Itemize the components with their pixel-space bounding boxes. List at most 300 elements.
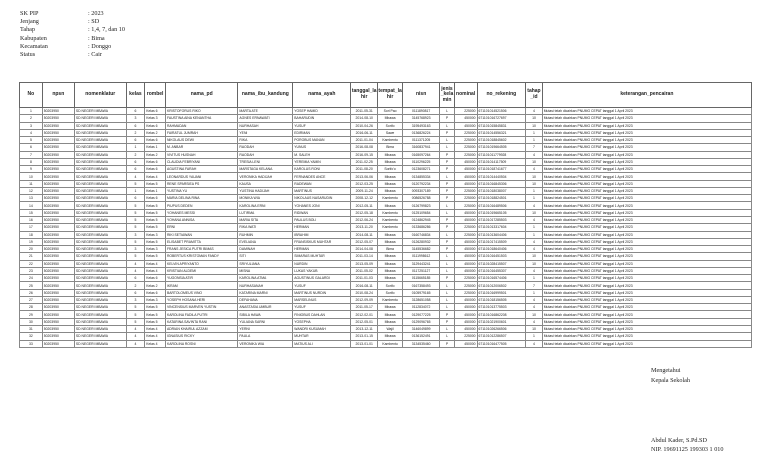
table-cell: 3195493163 xyxy=(403,122,440,129)
table-cell: 6 xyxy=(126,137,145,144)
table-cell: 33 xyxy=(20,340,43,347)
table-cell: 4 xyxy=(526,166,543,173)
table-cell: SD NEGERI MBAWA xyxy=(74,231,126,238)
table-cell: Kelas 5 xyxy=(145,209,166,216)
table-cell: YUSUF xyxy=(293,282,351,289)
table-cell: CLAUDIA FEBRIYANI xyxy=(165,158,237,165)
table-cell: Mutasi telah dicairkan PNUMG CEPAT tanggal 1 April 2023 xyxy=(542,296,751,303)
table-cell: 2011-01-03 xyxy=(351,275,378,282)
table-cell: 1 xyxy=(526,333,543,340)
table-cell: SD NEGERI MBAWA xyxy=(74,216,126,223)
table-cell: RIKA xyxy=(238,137,293,144)
table-cell: 50203950 xyxy=(42,246,74,253)
table-cell: 50203950 xyxy=(42,216,74,223)
table-row xyxy=(20,275,752,282)
table-cell: Mutasi telah dicairkan PNUMG CEPAT tanggal 1 April 2023 xyxy=(542,115,751,122)
table-cell: ERNI xyxy=(165,224,237,231)
table-cell: EVELIANA xyxy=(238,238,293,245)
table-cell: Mbawa xyxy=(378,304,403,311)
table-cell: RAODAH xyxy=(238,144,293,151)
table-cell: 4 xyxy=(526,296,543,303)
table-cell: 450000 xyxy=(454,173,477,180)
table-cell: SD NEGERI MBAWA xyxy=(74,173,126,180)
table-cell: VERONIKA HADIJAH xyxy=(238,173,293,180)
table-cell: 3129443241 xyxy=(403,260,440,267)
table-cell: 10 xyxy=(526,253,543,260)
table-cell: L xyxy=(440,209,454,216)
table-cell: Mutasi telah dicairkan PNUMG CEPAT tanggal 1 April 2023 xyxy=(542,224,751,231)
table-cell: MATIUS ALI xyxy=(293,340,351,347)
table-cell: SD NEGERI MBAWA xyxy=(74,325,126,332)
table-cell: 5 xyxy=(126,311,145,318)
table-cell: Mutasi telah dicairkan PNUMG CEPAT tanggal 1 April 2023 xyxy=(542,166,751,173)
table-cell: 0136152491 xyxy=(403,333,440,340)
table-cell: Kelas 6 xyxy=(145,195,166,202)
table-cell: P xyxy=(440,158,454,165)
table-cell: SD NEGERI MBAWA xyxy=(74,137,126,144)
table-cell: Mutasi telah dicairkan PNUMG CEPAT tanggal 1 April 2023 xyxy=(542,216,751,223)
table-cell: RIKA WATI xyxy=(238,224,293,231)
table-cell: Mutasi telah dicairkan PNUMG CEPAT tanggal 1 April 2023 xyxy=(542,173,751,180)
table-cell: SD NEGERI MBAWA xyxy=(74,108,126,115)
table-cell: 1 xyxy=(526,224,543,231)
header-nama-pd: nama_pd xyxy=(165,83,237,108)
table-cell: DEFAHANA xyxy=(238,296,293,303)
table-cell: Kelas 5 xyxy=(145,216,166,223)
table-cell: 671101016455307 xyxy=(477,267,526,274)
table-cell: 50203950 xyxy=(42,253,74,260)
table-cell: MARTINUS NURDIN xyxy=(293,289,351,296)
table-cell: SD NEGERI MBAWA xyxy=(74,311,126,318)
table-cell: YUSTINA YU xyxy=(165,187,237,194)
table-cell: 5 xyxy=(126,180,145,187)
table-cell: MISNA xyxy=(238,267,293,274)
table-cell: Kelas 5 xyxy=(145,253,166,260)
table-row xyxy=(20,195,752,202)
table-cell: 0105979165 xyxy=(403,289,440,296)
table-cell: Mutasi telah dicairkan PNUMG CEPAT tanggal 1 April 2023 xyxy=(542,238,751,245)
table-cell: VINCENSIUS MARVEN YUSTIN xyxy=(165,304,237,311)
table-cell: 6 xyxy=(126,195,145,202)
table-cell: YUSUF xyxy=(293,304,351,311)
table-cell: 2016-06-11 xyxy=(351,129,378,136)
table-cell: 0086526788 xyxy=(403,195,440,202)
table-cell: 26 xyxy=(20,289,43,296)
table-cell: 50203950 xyxy=(42,195,74,202)
table-cell: Kelas 1 xyxy=(145,144,166,151)
table-cell: 50203950 xyxy=(42,318,74,325)
table-cell: VERONIKA WIA xyxy=(238,340,293,347)
table-cell: 12 xyxy=(20,187,43,194)
table-cell: Sori Pao xyxy=(378,108,403,115)
table-cell: 50203950 xyxy=(42,238,74,245)
table-row xyxy=(20,231,752,238)
table-cell: 3145536682 xyxy=(403,246,440,253)
table-header-row xyxy=(20,83,752,108)
table-cell: LUTIRMA xyxy=(238,209,293,216)
table-cell: 20 xyxy=(20,246,43,253)
table-cell: L xyxy=(440,137,454,144)
table-cell: KATARINA MARNI xyxy=(238,289,293,296)
info-row xyxy=(20,35,125,43)
table-cell: Mutasi telah dicairkan PNUMG CEPAT tanggal 1 April 2023 xyxy=(542,158,751,165)
table-cell: 2 xyxy=(126,282,145,289)
table-cell: NURDIN xyxy=(293,260,351,267)
table-cell: Mbawa xyxy=(378,275,403,282)
table-cell: Mutasi telah dicairkan PNUMG CEPAT tanggal 1 April 2023 xyxy=(542,325,751,332)
table-cell: 225000 xyxy=(454,137,477,144)
table-cell: Mutasi telah dicairkan PNUMG CEPAT tanggal 1 April 2023 xyxy=(542,275,751,282)
info-row xyxy=(20,43,125,51)
table-cell: Kelas 4 xyxy=(145,260,166,267)
table-row xyxy=(20,282,752,289)
table-cell: 450000 xyxy=(454,122,477,129)
table-cell: 450000 xyxy=(454,166,477,173)
table-cell: L xyxy=(440,144,454,151)
table-cell: 0167358493 xyxy=(403,282,440,289)
table-cell: Kambentu xyxy=(378,224,403,231)
table-cell: 5 xyxy=(126,238,145,245)
table-cell: P xyxy=(440,340,454,347)
table-cell: RENE SPARSIEA PS xyxy=(165,180,237,187)
table-cell: Mbawa xyxy=(378,187,403,194)
table-cell: 0115665185 xyxy=(403,275,440,282)
table-cell: 2 xyxy=(20,115,43,122)
table-cell: 0133686286 xyxy=(403,224,440,231)
table-cell: MUHTAR xyxy=(293,333,351,340)
table-cell: MARSELINUS xyxy=(293,296,351,303)
table-row xyxy=(20,158,752,165)
table-cell: 22 xyxy=(20,260,43,267)
table-cell: Kambentu xyxy=(378,209,403,216)
table-cell: KELVIN APRIYANTO xyxy=(165,260,237,267)
table-cell: 225000 xyxy=(454,282,477,289)
info-value: : SD xyxy=(88,18,100,26)
signature-place: Mengetahui xyxy=(651,367,681,374)
table-cell: SIBILA HAWA xyxy=(238,311,293,318)
table-cell: 5 xyxy=(126,202,145,209)
table-cell: 2014-04-08 xyxy=(351,246,378,253)
table-cell: 671101012006502 xyxy=(477,282,526,289)
table-cell: 11 xyxy=(20,180,43,187)
table-cell: YUSTINA HADIJAH xyxy=(238,187,293,194)
table-cell: NURHASAH xyxy=(238,122,293,129)
table-cell: 2012-05-07 xyxy=(351,238,378,245)
table-cell: 2012-05-18 xyxy=(351,209,378,216)
table-cell: 671101016999501 xyxy=(477,289,526,296)
table-cell: YOSEP HAMID xyxy=(293,108,351,115)
table-cell: FAUSTINA AINA KENANTHA xyxy=(165,115,237,122)
table-row xyxy=(20,151,752,158)
table-cell: LUKAS YAKUB xyxy=(293,267,351,274)
table-cell: 50203950 xyxy=(42,325,74,332)
header-npsn: npsn xyxy=(42,83,74,108)
table-cell: NURHASANAH xyxy=(238,282,293,289)
table-cell: Mbawa xyxy=(378,151,403,158)
table-cell: M. SALEH xyxy=(293,151,351,158)
table-cell: Kambentu xyxy=(378,216,403,223)
table-cell: 671101013775503 xyxy=(477,304,526,311)
table-cell: FERNANDES ANCE xyxy=(293,173,351,180)
table-cell: 671101026266506 xyxy=(477,325,526,332)
table-cell: Mutasi telah dicairkan PNUMG CEPAT tanggal 1 April 2023 xyxy=(542,282,751,289)
table-cell: 50203950 xyxy=(42,180,74,187)
table-cell: 225000 xyxy=(454,275,477,282)
table-cell: SITI xyxy=(238,253,293,260)
table-cell: ADRIAN KHAIRUL AZZAM xyxy=(165,325,237,332)
table-cell: Kambentu xyxy=(378,195,403,202)
table-cell: KATARINA SAVINTA RANI xyxy=(165,318,237,325)
table-cell: P xyxy=(440,216,454,223)
table-cell: 4 xyxy=(126,267,145,274)
table-row xyxy=(20,289,752,296)
table-cell: 5 xyxy=(126,224,145,231)
table-cell: Kelas 6 xyxy=(145,275,166,282)
info-value: : Donggo xyxy=(88,42,112,50)
table-cell: 2013-01-15 xyxy=(351,333,378,340)
signature-nip: NIP. 19691125 199303 1 010 xyxy=(651,446,724,453)
header-no: No xyxy=(20,83,43,108)
table-cell: Sorifo xyxy=(378,122,403,129)
table-cell: WANDRI KUSUMAH xyxy=(293,325,351,332)
table-cell: Mbawa xyxy=(378,253,403,260)
table-cell: P xyxy=(440,318,454,325)
table-cell: FAIRATUL JUMRAH xyxy=(165,129,237,136)
table-cell: Bima xyxy=(378,246,403,253)
table-cell: 28 xyxy=(20,304,43,311)
table-row xyxy=(20,122,752,129)
table-cell: 4 xyxy=(126,260,145,267)
table-cell: Mbawa xyxy=(378,173,403,180)
table-cell: 3145768923 xyxy=(403,115,440,122)
table-cell: 0093307189 xyxy=(403,187,440,194)
table-cell: 16 xyxy=(20,216,43,223)
table-cell: 50203950 xyxy=(42,122,74,129)
table-cell: KAROLUS RONI xyxy=(293,166,351,173)
table-cell: Kelas 6 xyxy=(145,166,166,173)
table-cell: 6 xyxy=(126,158,145,165)
header-tanggal-lahir: tanggal_lahir xyxy=(351,83,378,108)
table-cell: RAHMADAN xyxy=(165,122,237,129)
table-cell: 50203950 xyxy=(42,231,74,238)
table-cell: Kelas 4 xyxy=(145,325,166,332)
table-cell: SD NEGERI MBAWA xyxy=(74,224,126,231)
table-cell: Kelas 2 xyxy=(145,129,166,136)
table-cell: 0110296225 xyxy=(403,158,440,165)
table-cell: 3 xyxy=(126,246,145,253)
table-cell: 7 xyxy=(20,151,43,158)
table-cell: Mbawa xyxy=(378,180,403,187)
table-cell: Mutasi telah dicairkan PNUMG CEPAT tanggal 1 April 2023 xyxy=(542,195,751,202)
table-row xyxy=(20,180,752,187)
table-cell: 225000 xyxy=(454,195,477,202)
table-cell: 0136826224 xyxy=(403,129,440,136)
recipient-table xyxy=(19,82,752,348)
table-cell: SD NEGERI MBAWA xyxy=(74,187,126,194)
table-cell: SD NEGERI MBAWA xyxy=(74,144,126,151)
table-cell: Mutasi telah dicairkan PNUMG CEPAT tanggal 1 April 2023 xyxy=(542,267,751,274)
table-cell: 671101013604406 xyxy=(477,231,526,238)
table-cell: 2008-12-12 xyxy=(351,195,378,202)
table-cell: SIMARAS MUHTAR xyxy=(293,253,351,260)
table-cell: Kelas 1 xyxy=(145,187,166,194)
table-cell: Kelas 2 xyxy=(145,151,166,158)
table-cell: 4 xyxy=(526,318,543,325)
table-cell: IKRAM xyxy=(165,282,237,289)
table-cell: YOHANES JONI xyxy=(293,202,351,209)
table-cell: 1 xyxy=(526,187,543,194)
table-cell: 0126280932 xyxy=(403,238,440,245)
table-cell: 225000 xyxy=(454,231,477,238)
table-cell: 450000 xyxy=(454,267,477,274)
header-kelas: kelas xyxy=(126,83,145,108)
table-cell: MARTINUS xyxy=(293,187,351,194)
table-cell: 19 xyxy=(20,238,43,245)
table-cell: 27 xyxy=(20,296,43,303)
table-cell: 8 xyxy=(20,158,43,165)
table-cell: Sorifo'o xyxy=(378,166,403,173)
info-label: Kecamatan xyxy=(20,42,48,50)
table-cell: 4 xyxy=(126,340,145,347)
info-label: SK PIP xyxy=(20,10,39,17)
table-cell: 10 xyxy=(526,180,543,187)
table-cell: Kambentu xyxy=(378,137,403,144)
table-cell: 3146049899 xyxy=(403,325,440,332)
table-cell: YUSUF xyxy=(293,122,351,129)
table-row xyxy=(20,216,752,223)
table-row xyxy=(20,166,752,173)
table-cell: 450000 xyxy=(454,304,477,311)
table-cell: Mbawa xyxy=(378,311,403,318)
table-cell: 50203950 xyxy=(42,129,74,136)
table-cell: 2010-04-26 xyxy=(351,122,378,129)
table-cell: MARIA DELINA RINA xyxy=(165,195,237,202)
table-cell: 3128651058 xyxy=(403,296,440,303)
table-cell: 671101017285503 xyxy=(477,216,526,223)
table-cell: Mbawa xyxy=(378,231,403,238)
table-cell: 450000 xyxy=(454,260,477,267)
table-cell: 23 xyxy=(20,267,43,274)
table-cell: Mbawa xyxy=(378,115,403,122)
info-row xyxy=(20,18,125,26)
table-cell: FINIOBUS DAHLAN xyxy=(293,311,351,318)
table-cell: 0111890817 xyxy=(403,108,440,115)
table-cell: 671101016489506 xyxy=(477,202,526,209)
table-cell: 50203950 xyxy=(42,224,74,231)
table-cell: SD NEGERI MBAWA xyxy=(74,209,126,216)
table-cell: SD NEGERI MBAWA xyxy=(74,166,126,173)
table-cell: 1 xyxy=(126,187,145,194)
table-cell: TRESIA LENI xyxy=(238,158,293,165)
table-cell: 10 xyxy=(526,325,543,332)
table-cell: 4 xyxy=(526,108,543,115)
table-cell: 4 xyxy=(526,202,543,209)
table-cell: 1 xyxy=(526,137,543,144)
table-cell: 9 xyxy=(20,166,43,173)
table-cell: 0111371205 xyxy=(403,137,440,144)
table-cell: 2016-08-11 xyxy=(351,282,378,289)
table-cell: YEREMIA YAMIN xyxy=(293,158,351,165)
header-tahap-id: tahap_id xyxy=(526,83,543,108)
table-cell: Mutasi telah dicairkan PNUMG CEPAT tanggal 1 April 2023 xyxy=(542,151,751,158)
table-cell: 450000 xyxy=(454,253,477,260)
table-cell: 450000 xyxy=(454,296,477,303)
table-cell: SD NEGERI MBAWA xyxy=(74,129,126,136)
table-cell: P xyxy=(440,115,454,122)
table-cell: Mbawa xyxy=(378,238,403,245)
table-cell: L xyxy=(440,253,454,260)
table-cell: 21 xyxy=(20,253,43,260)
table-cell: SD NEGERI MBAWA xyxy=(74,253,126,260)
table-row xyxy=(20,304,752,311)
header-keterangan: keterangan_pencairan xyxy=(542,83,751,108)
table-cell: L xyxy=(440,296,454,303)
table-cell: P xyxy=(440,151,454,158)
table-cell: KAROLINA ERNI xyxy=(238,202,293,209)
table-cell: 0117251127 xyxy=(403,267,440,274)
table-cell: MARIA SITA xyxy=(238,216,293,223)
signature-name: Abdul Kader, S.Pd.SD xyxy=(651,437,707,444)
header-nominal: nominal xyxy=(454,83,477,108)
table-cell: AGUSTINUS GALARDI xyxy=(293,275,351,282)
table-cell: Kelas 4 xyxy=(145,173,166,180)
table-cell: Mbawa xyxy=(378,267,403,274)
table-cell: KAUSA xyxy=(238,180,293,187)
table-cell: Kelas 5 xyxy=(145,202,166,209)
table-cell: SD NEGERI MBAWA xyxy=(74,151,126,158)
table-cell: 1 xyxy=(126,144,145,151)
table-cell: ANASTASIA UMBUR xyxy=(238,304,293,311)
info-row xyxy=(20,26,125,34)
table-cell: 450000 xyxy=(454,238,477,245)
table-cell: NIKOLAUS NASARUDIN xyxy=(293,195,351,202)
table-cell: Mutasi telah dicairkan PNUMG CEPAT tanggal 1 April 2023 xyxy=(542,137,751,144)
table-cell: L xyxy=(440,267,454,274)
table-cell: 50203950 xyxy=(42,289,74,296)
table-cell: 25 xyxy=(20,282,43,289)
table-cell: 450000 xyxy=(454,158,477,165)
table-cell: PIUPUS DEDEN xyxy=(165,202,237,209)
table-cell: LEONARDUS YAUANI xyxy=(165,173,237,180)
table-cell: 10 xyxy=(526,158,543,165)
header-jenis-kelamin: jenis_kelamin xyxy=(440,83,454,108)
table-cell: Mutasi telah dicairkan PNUMG CEPAT tanggal 1 April 2023 xyxy=(542,260,751,267)
table-cell: 2014-08-11 xyxy=(351,231,378,238)
table-cell: 2016-08-08 xyxy=(351,144,378,151)
table-cell: 2012-03-25 xyxy=(351,180,378,187)
table-cell: YENI xyxy=(238,129,293,136)
table-cell: KRISTOFORUS RIKO xyxy=(165,108,237,115)
table-cell: 1 xyxy=(20,108,43,115)
table-cell: Kelas 5 xyxy=(145,304,166,311)
table-cell: SD NEGERI MBAWA xyxy=(74,202,126,209)
table-row xyxy=(20,173,752,180)
table-cell: MONIKA WIA xyxy=(238,195,293,202)
table-cell: L xyxy=(440,108,454,115)
table-cell: L xyxy=(440,260,454,267)
table-cell: 450000 xyxy=(454,209,477,216)
table-cell: 5 xyxy=(126,253,145,260)
table-cell: YUGONSIA ATIR xyxy=(165,275,237,282)
table-cell: Kelas 6 xyxy=(145,137,166,144)
table-cell: Mbawa xyxy=(378,202,403,209)
table-cell: YERNI xyxy=(238,325,293,332)
table-cell: 50203950 xyxy=(42,108,74,115)
table-row xyxy=(20,340,752,347)
table-cell: L xyxy=(440,173,454,180)
table-cell: 31 xyxy=(20,325,43,332)
table-cell: 2011-05-17 xyxy=(351,304,378,311)
